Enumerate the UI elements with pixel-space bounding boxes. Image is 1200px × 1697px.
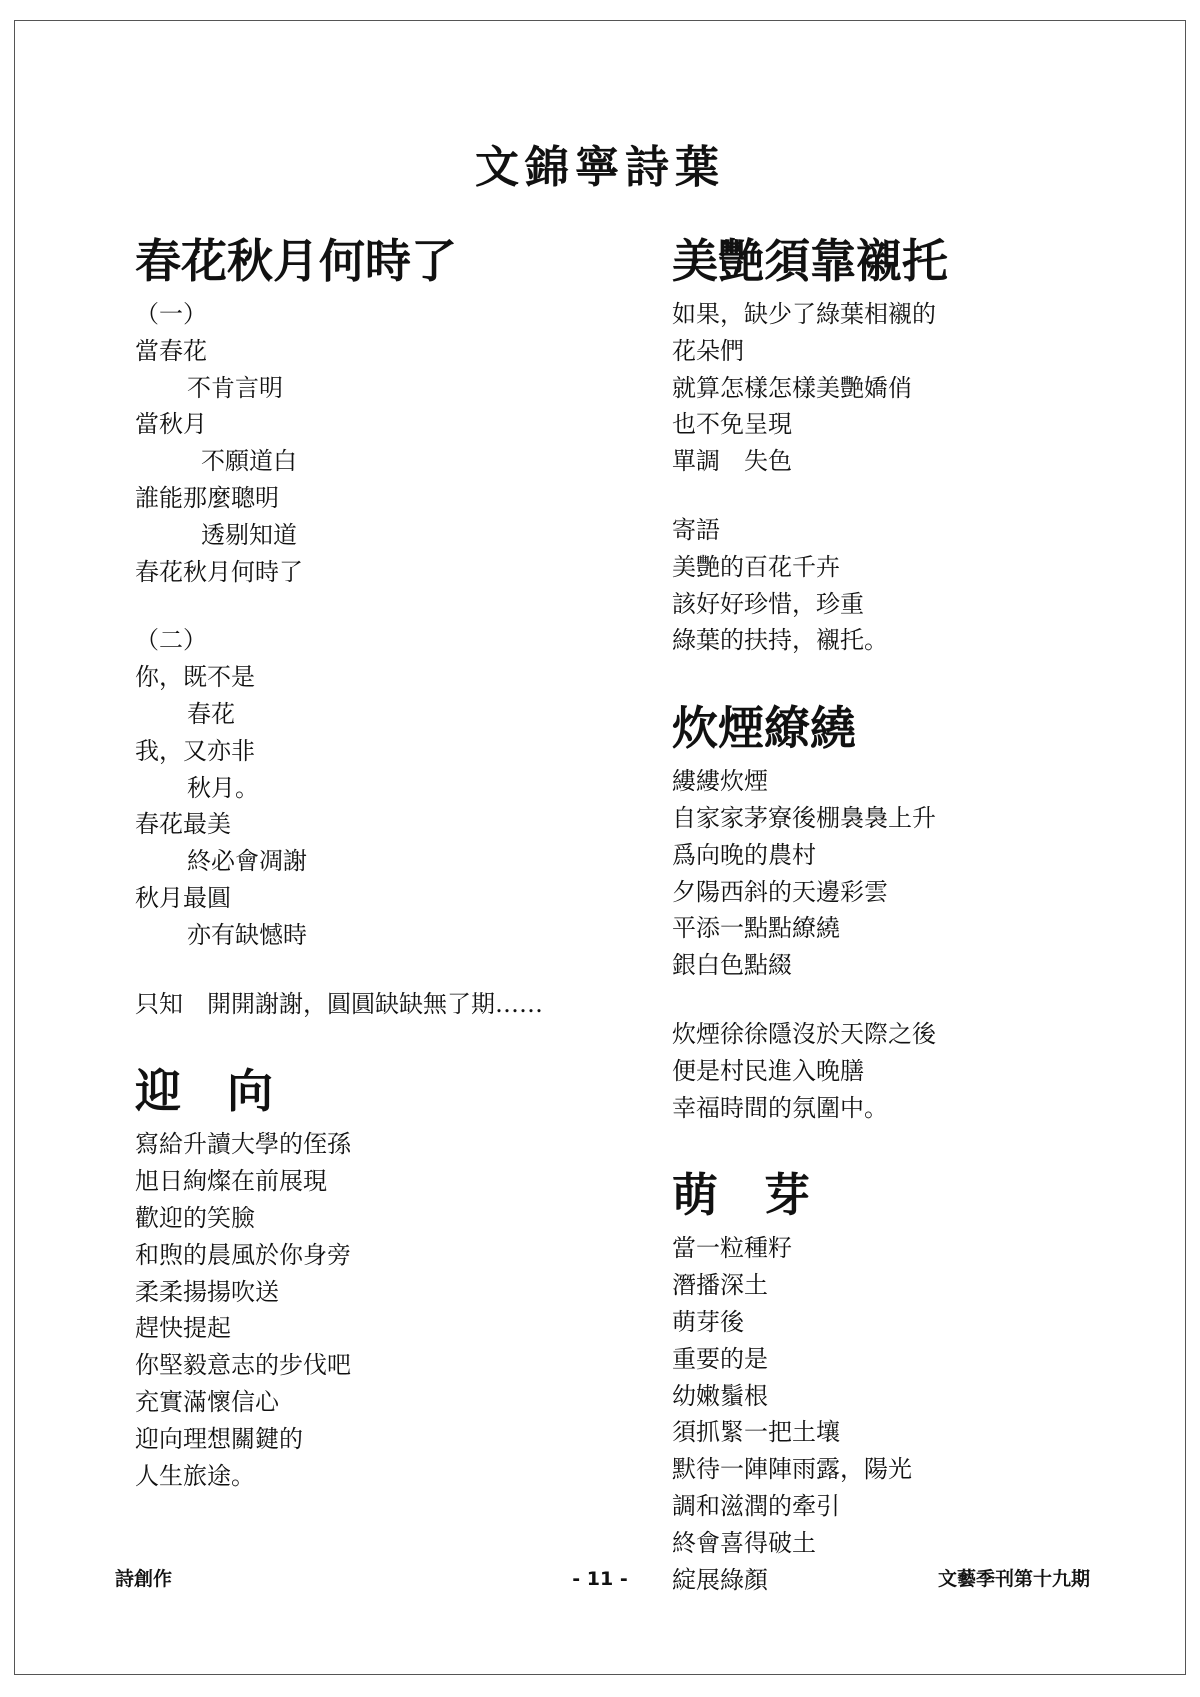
poem-beauty-needs-contrast (672, 230, 1132, 659)
poem-line: 春花 (187, 699, 235, 728)
poem-line: 當一粒種籽 (672, 1234, 792, 1263)
poem-line: 和煦的晨風於你身旁 (135, 1240, 351, 1269)
poem-title: 春花秋月何時了 (135, 234, 457, 288)
poem-line: 重要的是 (672, 1344, 768, 1373)
section-label: （二） (135, 626, 207, 655)
section-label: （一） (135, 300, 207, 328)
poem-line: 春花秋月何時了 (135, 557, 303, 586)
poem-line: 只知 開開謝謝，圓圓缺缺無了期…… (135, 989, 543, 1018)
poem-title: 炊煙繚繞 (672, 701, 856, 756)
poem-line: 人生旅途。 (135, 1461, 255, 1490)
page-title: 文錦寧詩葉 (475, 142, 725, 193)
poem-line: 也不免呈現 (672, 410, 792, 439)
poem-line: 充實滿懷信心 (135, 1387, 279, 1416)
poem-line: 當秋月 (135, 410, 207, 439)
poem-line: 春花最美 (135, 810, 231, 839)
poem-line: 終必會凋謝 (187, 847, 307, 876)
poem-line: 寫給升讀大學的侄孫 (135, 1130, 351, 1159)
poem-line: 縷縷炊煙 (672, 767, 768, 796)
poem-line: 幸福時間的氛圍中。 (672, 1093, 888, 1122)
poem-line: 趕快提起 (135, 1314, 231, 1343)
poem-title: 美艷須靠襯托 (672, 234, 948, 288)
poem-line: 不肯言明 (187, 373, 283, 402)
poem-line: 秋月最圓 (135, 883, 231, 912)
right-column (672, 230, 1132, 1598)
poem-line: 我，又亦非 (135, 736, 255, 765)
poem-line: 炊煙徐徐隱沒於天際之後 (672, 1019, 936, 1048)
poem-spring-flowers-autumn-moon (135, 230, 655, 1022)
poem-line: 你堅毅意志的步伐吧 (135, 1351, 351, 1380)
poem-line: 就算怎樣怎樣美艷嬌俏 (672, 373, 912, 402)
poem-title: 迎 向 (135, 1064, 273, 1119)
poem-line: 夕陽西斜的天邊彩雲 (672, 877, 888, 906)
poem-line: 秋月。 (187, 773, 259, 802)
poem-sprouting (672, 1164, 1132, 1598)
poem-line: 調和滋潤的牽引 (672, 1491, 840, 1520)
poem-line: 當春花 (135, 336, 207, 365)
poem-line: 歡迎的笑臉 (135, 1203, 255, 1232)
poem-line: 潛播深土 (672, 1271, 768, 1300)
poem-line: 幼嫩鬚根 (672, 1381, 768, 1410)
poem-line: 柔柔揚揚吹送 (135, 1277, 279, 1306)
poem-line: 你，既不是 (135, 663, 255, 692)
poem-line: 爲向晚的農村 (672, 840, 816, 869)
poem-line: 該好好珍惜，珍重 (672, 589, 864, 618)
poem-line: 旭日絢燦在前展現 (135, 1167, 327, 1196)
poem-line: 須抓緊一把土壤 (672, 1418, 840, 1447)
poem-line: 美艷的百花千卉 (672, 552, 840, 581)
poem-line: 綻展綠顏 (672, 1565, 768, 1594)
poem-line: 萌芽後 (672, 1307, 744, 1336)
poem-line: 自家家茅寮後棚裊裊上升 (672, 803, 936, 832)
poem-cooking-smoke (672, 697, 1132, 1126)
poem-line: 迎向理想關鍵的 (135, 1424, 303, 1453)
poem-line: 透剔知道 (201, 520, 297, 549)
left-column (135, 230, 655, 1494)
poem-line: 便是村民進入晚膳 (672, 1056, 864, 1085)
poem-line: 如果，缺少了綠葉相襯的 (672, 300, 936, 328)
poem-line: 誰能那麼聰明 (135, 483, 279, 512)
poem-line: 終會喜得破土 (672, 1528, 816, 1557)
poem-line: 綠葉的扶持，襯托。 (672, 626, 888, 655)
poem-line: 單調 失色 (672, 447, 792, 476)
poem-welcome (135, 1060, 655, 1494)
footer-section-label: 詩創作 (115, 1568, 173, 1590)
poem-line: 默待一陣陣雨露，陽光 (672, 1455, 912, 1484)
footer-page-number: - 11 - (572, 1568, 628, 1590)
poem-line: 銀白色點綴 (672, 951, 792, 980)
poem-line: 寄語 (672, 515, 720, 544)
poem-line: 不願道白 (201, 447, 297, 476)
poem-line: 平添一點點繚繞 (672, 914, 840, 943)
poem-title: 萌 芽 (672, 1168, 810, 1223)
poem-line: 亦有缺憾時 (187, 920, 307, 949)
poem-line: 花朵們 (672, 336, 744, 365)
footer-issue-label: 文藝季刊第十九期 (937, 1568, 1090, 1590)
